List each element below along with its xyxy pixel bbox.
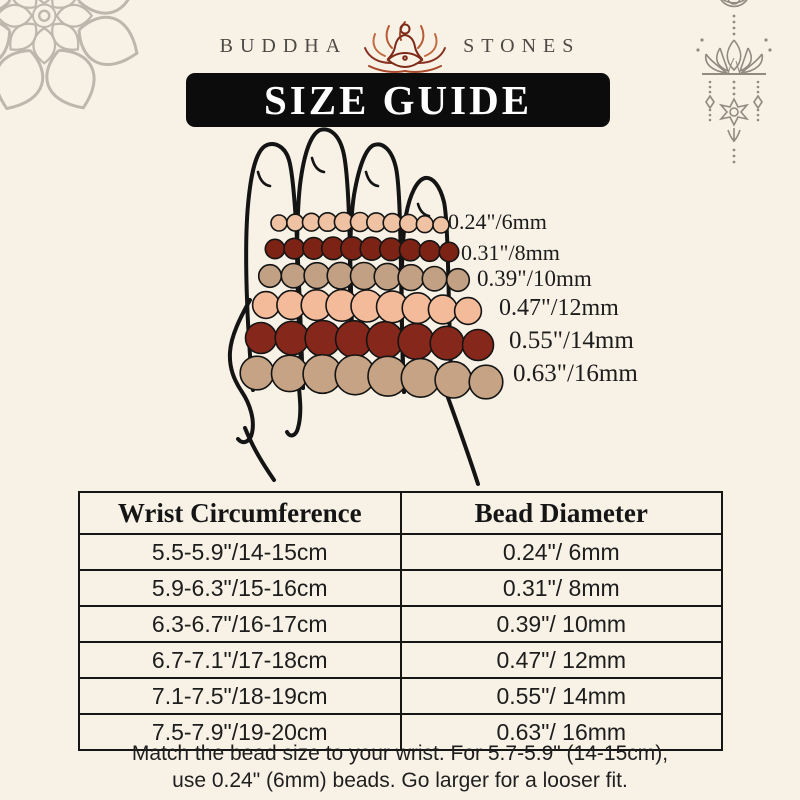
table-row xyxy=(79,534,722,570)
header-wrist-circumference: Wrist Circumference xyxy=(79,492,401,534)
brand-word-buddha: BUDDHA xyxy=(219,34,348,57)
table-row xyxy=(79,678,722,714)
table-row xyxy=(79,606,722,642)
bead-size-label: 0.47"/12mm xyxy=(499,295,619,321)
bead xyxy=(398,265,424,291)
bead xyxy=(400,215,418,233)
wrist-cell: 7.5-7.9"/19-20cm xyxy=(79,714,401,750)
bead-cell: 0.63"/ 16mm xyxy=(401,714,723,750)
bead xyxy=(281,264,305,288)
bead xyxy=(246,323,277,354)
bead xyxy=(374,263,401,290)
bead xyxy=(435,362,471,398)
table-row xyxy=(79,642,722,678)
bead xyxy=(383,214,401,232)
bead-size-label: 0.63"/16mm xyxy=(513,360,638,387)
bead-size-label: 0.39"/10mm xyxy=(477,266,592,291)
bead xyxy=(240,356,274,390)
bead xyxy=(433,217,449,233)
table-header-row xyxy=(79,492,722,534)
bead xyxy=(287,214,304,231)
bead-cell: 0.39"/ 10mm xyxy=(401,606,723,642)
size-guide-title: SIZE GUIDE xyxy=(263,77,533,123)
brand-word-stones: STONES xyxy=(463,34,581,57)
bead xyxy=(430,326,464,360)
bead xyxy=(469,365,503,399)
bead-size-label: 0.31"/8mm xyxy=(461,240,560,265)
bead-cell: 0.31"/ 8mm xyxy=(401,570,723,606)
bead xyxy=(455,298,482,325)
bead xyxy=(419,241,440,262)
bead xyxy=(284,238,305,259)
sizing-note-line2: use 0.24" (6mm) beads. Go larger for a looser fit. xyxy=(172,768,628,792)
sizing-note-line1: Match the bead size to your wrist. For 5.7-5.9" (14-15cm), xyxy=(131,742,669,765)
sizing-note xyxy=(0,741,800,795)
bead xyxy=(439,242,458,261)
table-row xyxy=(79,570,722,606)
header-bead-diameter: Bead Diameter xyxy=(401,492,723,534)
bead xyxy=(463,330,494,361)
bead xyxy=(304,263,330,289)
bead xyxy=(253,292,280,319)
bead-cell: 0.47"/ 12mm xyxy=(401,642,723,678)
bead-cell: 0.24"/ 6mm xyxy=(401,534,723,570)
wrist-cell: 5.9-6.3"/15-16cm xyxy=(79,570,401,606)
wrist-cell: 7.1-7.5"/18-19cm xyxy=(79,678,401,714)
bead xyxy=(400,239,422,261)
wrist-cell: 6.7-7.1"/17-18cm xyxy=(79,642,401,678)
bead xyxy=(447,269,470,292)
bead-cell: 0.55"/ 14mm xyxy=(401,678,723,714)
bead xyxy=(271,215,287,231)
bead xyxy=(275,321,309,355)
bead xyxy=(259,265,282,288)
wrist-cell: 6.3-6.7"/16-17cm xyxy=(79,606,401,642)
bead xyxy=(416,216,433,233)
bead xyxy=(398,324,434,360)
bead xyxy=(401,359,440,398)
bead-size-label: 0.55"/14mm xyxy=(509,327,634,354)
bead xyxy=(265,239,284,258)
wrist-cell: 5.5-5.9"/14-15cm xyxy=(79,534,401,570)
bead-size-label: 0.24"/6mm xyxy=(448,209,547,234)
bead xyxy=(422,267,446,291)
size-table xyxy=(78,491,723,751)
bead xyxy=(428,295,457,324)
